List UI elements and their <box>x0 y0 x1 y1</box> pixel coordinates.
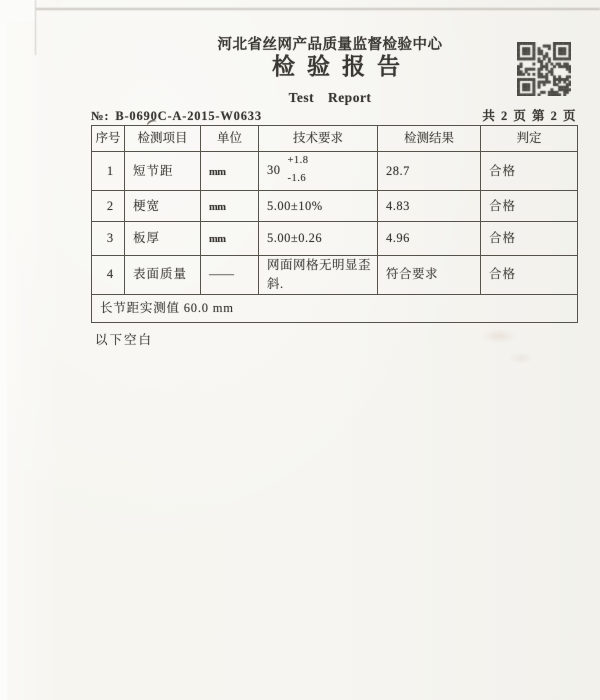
scan-corner-edge <box>35 0 36 55</box>
scan-corner <box>0 0 36 22</box>
cell-unit <box>201 256 259 295</box>
org-title: 河北省丝网产品质量监督检验中心 <box>217 37 443 53</box>
table-row <box>92 256 578 295</box>
cell-result: 4.96 <box>378 222 481 256</box>
blank-below-note: 以下空白 <box>95 333 154 347</box>
meta-row <box>91 106 577 124</box>
cell-no: 2 <box>92 191 125 222</box>
cell-requirement: 网面网格无明显歪斜. <box>259 256 378 295</box>
report-number <box>91 109 262 124</box>
cell-result: 4.83 <box>378 191 481 222</box>
unit-value: mm <box>209 201 226 213</box>
cell-no: 4 <box>92 256 125 295</box>
scan-top-shadow <box>36 8 600 10</box>
cell-result: 符合要求 <box>378 256 481 295</box>
cell-verdict: 合格 <box>481 152 578 191</box>
tolerance-stack <box>288 156 309 184</box>
cell-requirement: 5.00±10% <box>259 191 378 222</box>
scan-left-edge <box>0 0 7 700</box>
long-pitch-note: 长节距实测值 60.0 mm <box>92 294 578 322</box>
cell-unit <box>201 222 259 256</box>
unit-value: mm <box>209 166 226 178</box>
cell-item: 表面质量 <box>125 256 201 295</box>
paper-blotch <box>482 328 516 344</box>
cell-result: 28.7 <box>378 152 481 191</box>
cell-verdict: 合格 <box>481 191 578 222</box>
report-title-en: Test Report <box>288 90 372 105</box>
test-results-table <box>91 125 578 323</box>
cell-unit <box>201 191 259 222</box>
tolerance-lower: -1.6 <box>287 172 307 184</box>
qr-code-icon <box>517 42 571 96</box>
cell-requirement <box>259 152 378 191</box>
cell-unit <box>201 152 259 191</box>
table-footer-row <box>92 294 578 322</box>
column-header-seq: 序号 <box>92 126 125 152</box>
unit-value: mm <box>209 234 226 246</box>
report-number-value: B-0690C-A-2015-W0633 <box>115 109 262 123</box>
cell-item: 短节距 <box>125 152 201 191</box>
column-header-item: 检测项目 <box>125 126 201 152</box>
tolerance-upper: +1.8 <box>287 155 309 166</box>
cell-item: 板厚 <box>125 222 201 256</box>
cell-item: 梗宽 <box>125 191 201 222</box>
unit-value: —— <box>209 267 234 282</box>
column-header-result: 检测结果 <box>378 126 481 152</box>
column-header-requirement: 技术要求 <box>259 126 378 152</box>
req-base-value: 30 <box>267 162 281 177</box>
table-row <box>92 152 578 191</box>
table-header-row <box>92 126 578 152</box>
cell-no: 1 <box>92 152 125 191</box>
report-number-label: №: <box>91 109 110 123</box>
page-indicator: 共 2 页 第 2 页 <box>482 109 577 123</box>
column-header-verdict: 判定 <box>481 126 578 152</box>
column-header-unit: 单位 <box>201 126 259 152</box>
cell-verdict: 合格 <box>481 256 578 295</box>
paper-blotch <box>508 352 534 364</box>
cell-verdict: 合格 <box>481 222 578 256</box>
cell-no: 3 <box>92 222 125 256</box>
report-title: 检验报告 <box>272 54 412 79</box>
table-row <box>92 191 578 222</box>
table-row <box>92 222 578 256</box>
cell-requirement: 5.00±0.26 <box>259 222 378 256</box>
